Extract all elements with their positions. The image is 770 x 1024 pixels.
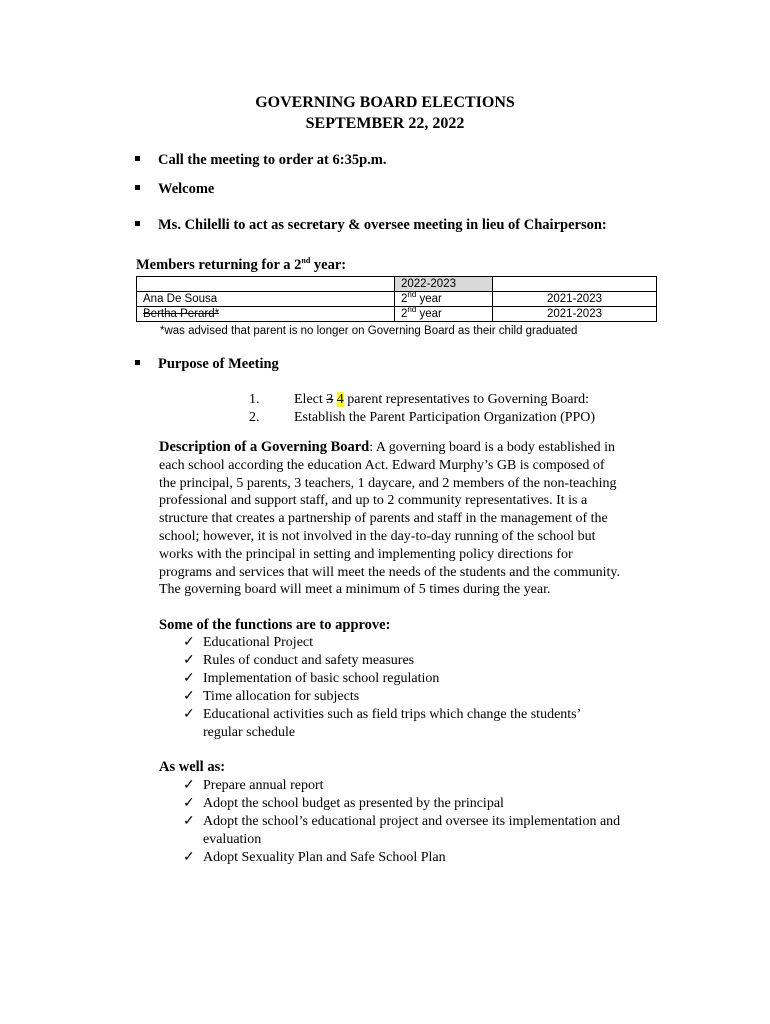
- list-item: [183, 670, 663, 688]
- list-item-text: Rules of conduct and safety measures: [203, 653, 415, 668]
- functions-list: [183, 634, 663, 742]
- list-number: 2.: [249, 410, 260, 425]
- list-item-text: Educational Project: [203, 635, 314, 650]
- functions-heading: Some of the functions are to approve:: [159, 617, 391, 633]
- checkmark-icon: ✓: [183, 796, 195, 811]
- purpose-heading: [135, 355, 279, 373]
- table-header-cell: 2022-2023: [395, 277, 493, 292]
- description-line: the principal, 5 parents, 3 teachers, 1 daycare, and 2 members of the non-teaching: [159, 475, 617, 491]
- list-item: [183, 652, 663, 670]
- page-subtitle-date: SEPTEMBER 22, 2022: [305, 115, 465, 132]
- checkmark-icon: ✓: [183, 778, 195, 793]
- table-row: [137, 307, 657, 322]
- purpose-item-1: [249, 391, 589, 409]
- description-label: Description of a Governing Board: [159, 439, 370, 455]
- square-bullet-icon: [135, 185, 140, 190]
- agenda-item-secretary: [135, 216, 607, 234]
- list-item-text: Implementation of basic school regulation: [203, 671, 440, 686]
- as-well-list: [183, 777, 663, 867]
- description-line: [159, 439, 664, 457]
- member-name-cell: Ana De Sousa: [137, 292, 395, 307]
- description-line: structure that creates a partnership of parents and staff in the management of the: [159, 511, 608, 527]
- year-sup: nd: [407, 305, 417, 315]
- struck-number: 3: [326, 392, 334, 407]
- table-row: [137, 292, 657, 307]
- checkmark-icon: ✓: [183, 689, 195, 704]
- checkmark-icon: ✓: [183, 635, 195, 650]
- purpose-item-2: [249, 409, 595, 427]
- description-paragraph: [159, 439, 664, 599]
- members-note: *was advised that parent is no longer on Governing Board as their child graduated: [160, 325, 578, 337]
- member-year-cell: [395, 307, 493, 322]
- description-line: each school according the education Act. Edward Murphy’s GB is composed of: [159, 457, 605, 473]
- square-bullet-icon: [135, 156, 140, 161]
- list-number: 1.: [249, 392, 260, 407]
- agenda-item-text: Welcome: [158, 181, 215, 197]
- checkmark-icon: ✓: [183, 671, 195, 686]
- members-heading-text: Members returning for a 2: [136, 257, 302, 273]
- year-num: 2: [401, 293, 408, 305]
- list-item-text: Time allocation for subjects: [203, 689, 360, 704]
- table-cell: [493, 277, 657, 292]
- description-line: programs and services that will meet the needs of the students and the community.: [159, 564, 620, 580]
- agenda-item-welcome: [135, 180, 214, 198]
- checkmark-icon: ✓: [183, 814, 195, 829]
- list-item-text: Educational activities such as field trips which change the students’ regular schedule: [203, 707, 581, 740]
- members-table: [136, 276, 657, 322]
- list-item: [183, 634, 663, 652]
- list-item: [183, 849, 663, 867]
- year-sup: nd: [407, 290, 417, 300]
- member-term-cell: 2021-2023: [493, 292, 657, 307]
- member-name-cell: Bertha Perard*: [137, 307, 395, 322]
- square-bullet-icon: [135, 360, 140, 365]
- members-heading: [136, 257, 346, 274]
- checkmark-icon: ✓: [183, 850, 195, 865]
- agenda-item-text: Ms. Chilelli to act as secretary & oversee meeting in lieu of Chairperson:: [158, 217, 607, 233]
- purpose-text: parent representatives to Governing Board:: [343, 392, 590, 407]
- description-line: school; however, it is not involved in the day-to-day running of the school but: [159, 528, 596, 544]
- year-label: year: [416, 293, 442, 305]
- list-item: [183, 706, 623, 742]
- list-item: [183, 795, 663, 813]
- purpose-text: Elect: [294, 392, 327, 407]
- list-item-text: Prepare annual report: [203, 778, 324, 793]
- description-line: professional and support staff, and up to 2 community representatives. It is a: [159, 493, 588, 509]
- member-term-cell: 2021-2023: [493, 307, 657, 322]
- list-item: [183, 777, 663, 795]
- list-item-text: Adopt the school budget as presented by the principal: [203, 796, 504, 811]
- purpose-text: Establish the Parent Participation Organization (PPO): [294, 410, 596, 425]
- members-heading-sup: nd: [301, 256, 311, 266]
- year-label: year: [416, 308, 442, 320]
- description-line: The governing board will meet a minimum of 5 times during the year.: [159, 582, 551, 598]
- members-heading-tail: year:: [310, 257, 347, 273]
- table-cell: [137, 277, 395, 292]
- description-text: : A governing board is a body established in: [369, 440, 615, 455]
- page-title: GOVERNING BOARD ELECTIONS: [255, 94, 515, 111]
- checkmark-icon: ✓: [183, 653, 195, 668]
- agenda-item-text: Call the meeting to order at 6:35p.m.: [158, 152, 387, 168]
- as-well-heading: As well as:: [159, 759, 226, 775]
- description-line: works with the principal in setting and implementing policy directions for: [159, 546, 573, 562]
- list-item-text: Adopt Sexuality Plan and Safe School Plan: [203, 850, 446, 865]
- year-num: 2: [401, 308, 408, 320]
- list-item-text: Adopt the school’s educational project and oversee its implementation and evaluation: [203, 814, 621, 847]
- highlighted-number: 4: [336, 392, 344, 407]
- square-bullet-icon: [135, 221, 140, 226]
- table-row: [137, 277, 657, 292]
- list-item: [183, 813, 663, 849]
- list-item: [183, 688, 663, 706]
- agenda-item-call-to-order: [135, 151, 386, 169]
- checkmark-icon: ✓: [183, 707, 195, 722]
- purpose-heading-text: Purpose of Meeting: [158, 356, 279, 372]
